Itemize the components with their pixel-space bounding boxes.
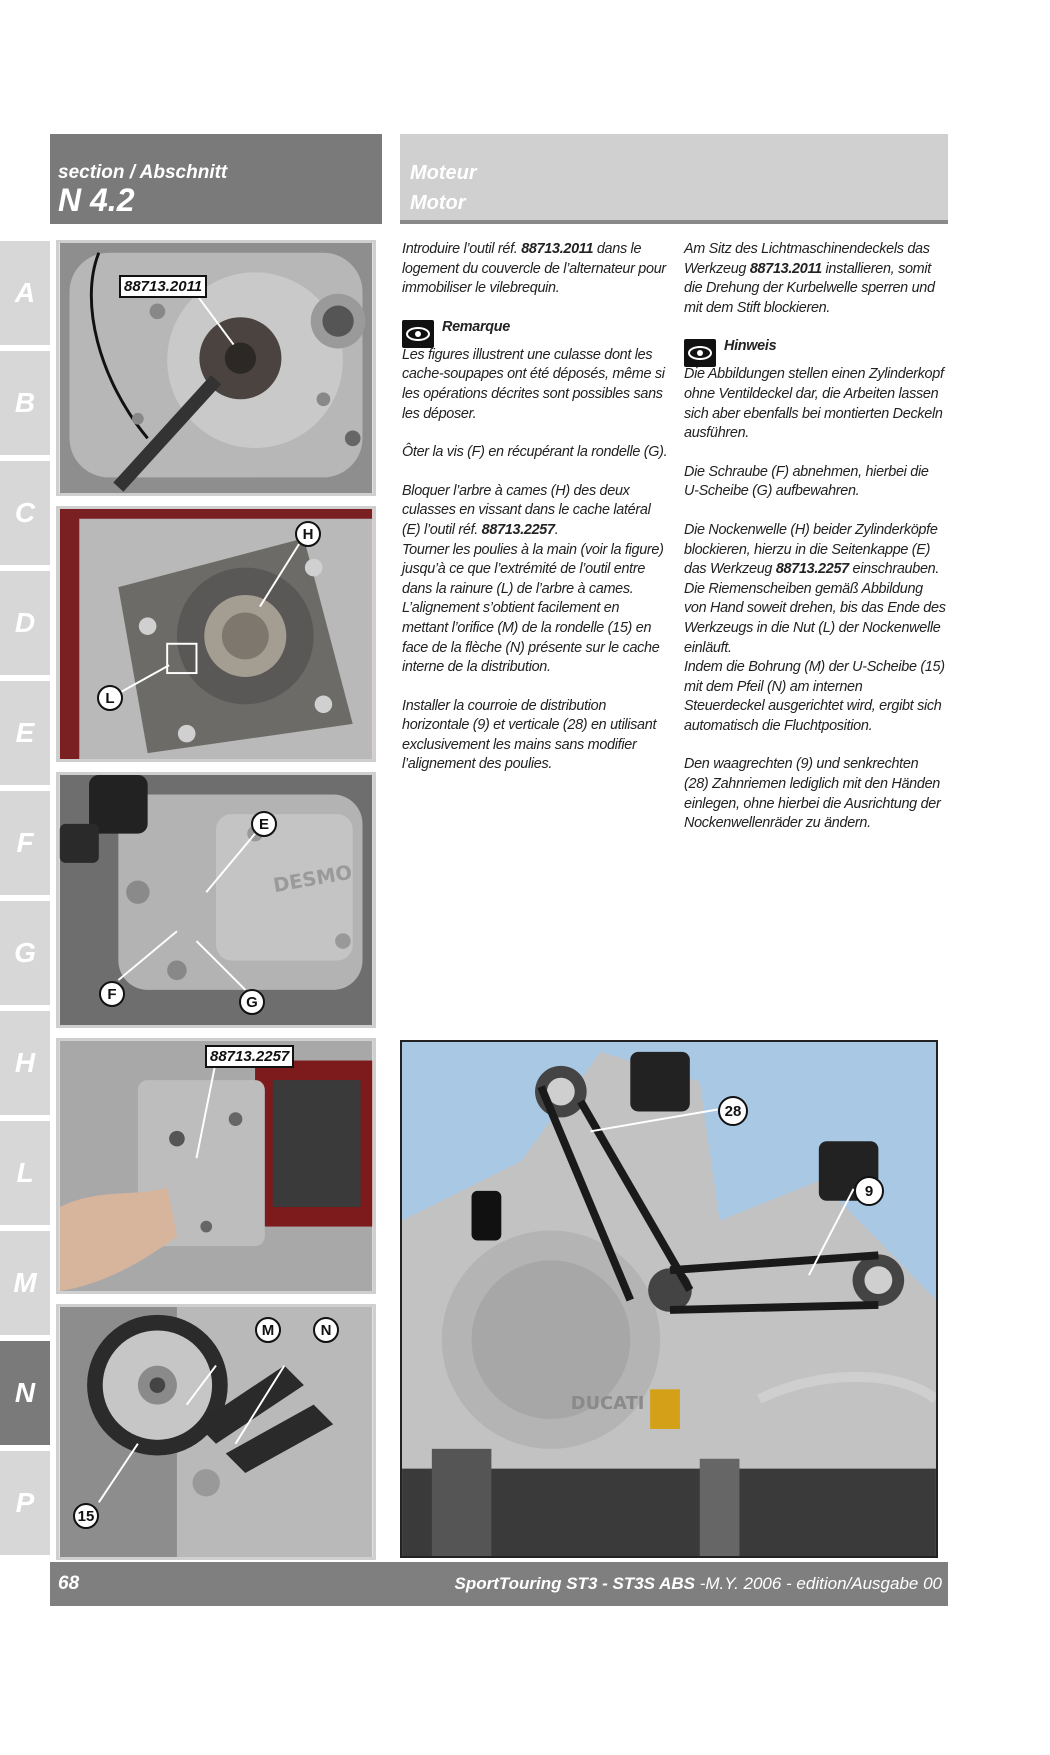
callout-m: M: [255, 1317, 281, 1343]
tab-g[interactable]: G: [0, 898, 50, 1005]
fr-para-3c: L’alignement s’obtient facilement en mettant l’orifice (M) de la rondelle (15) en face de la flèche (N) présente sur le cache interne de la distribution.: [402, 600, 660, 676]
section-number: N 4.2: [58, 182, 135, 218]
tab-n[interactable]: N: [0, 1338, 50, 1445]
tab-e[interactable]: E: [0, 678, 50, 785]
text-column-fr: [402, 240, 668, 794]
photo-side-cover: [56, 772, 376, 1028]
page-number: 68: [58, 1573, 80, 1594]
tool-ref-label: 88713.2011: [119, 275, 207, 298]
callout-l: L: [97, 685, 123, 711]
page-footer: [50, 1562, 948, 1606]
fr-note: [402, 318, 668, 348]
chapter-header: [400, 134, 948, 224]
photo-camshaft: [56, 506, 376, 762]
de-note-title: Hinweis: [724, 338, 777, 355]
footer-model: SportTouring ST3 - ST3S ABS: [454, 1574, 696, 1593]
photo-timing-belts: [400, 1040, 938, 1558]
ducati-engraving: DUCATI: [570, 1393, 645, 1415]
tab-h[interactable]: H: [0, 1008, 50, 1115]
tab-m[interactable]: M: [0, 1228, 50, 1335]
fr-note-text: Les figures illustrent une culasse dont les cache-soupapes ont été déposés, même si les opérations décrites sont possibles sans les déposer.: [402, 346, 665, 422]
fr-para-3: Bloquer l’arbre à cames (H) des deux culasses en vissant dans le cache latéral (E) l’outil réf. 88713.2257.: [402, 482, 651, 538]
footer-edition: -M.Y. 2006 - edition/Ausgabe 00: [695, 1574, 942, 1593]
tool-ref-label-2: 88713.2257: [205, 1045, 294, 1068]
callout-n: N: [313, 1317, 339, 1343]
photo-pulley-alignment: [56, 1304, 376, 1560]
callout-g: G: [239, 989, 265, 1015]
engine-illustration-2: [59, 509, 373, 759]
chapter-title-fr: Moteur: [410, 162, 477, 184]
tab-a[interactable]: A: [0, 238, 50, 345]
de-para-1: Am Sitz des Lichtmaschinendeckels das Werkzeug 88713.2011 installieren, somit die Drehung der Kurbelwelle sperren und mit dem Stift blockieren.: [684, 241, 935, 316]
text-column-de: [684, 240, 946, 853]
de-para-4: Den waagrechten (9) und senkrechten (28) Zahnriemen lediglich mit den Händen einlegen, ohne hierbei die Ausrichtung der Nockenwellenräder zu ändern.: [684, 756, 941, 832]
engine-illustration-main: [402, 1042, 936, 1556]
section-label: section / Abschnitt: [58, 162, 228, 183]
engine-illustration-5: [59, 1307, 373, 1557]
tab-f[interactable]: F: [0, 788, 50, 895]
tab-d[interactable]: D: [0, 568, 50, 675]
eye-icon: [684, 339, 716, 367]
fr-para-4: Installer la courroie de distribution horizontale (9) et verticale (28) en utilisant exclusivement les mains sans modifier l’alignement des poulies.: [402, 697, 657, 773]
de-para-3: Die Nockenwelle (H) beider Zylinderköpfe blockieren, hierzu in die Seitenkappe (E) das Werkzeug 88713.2257 einschrauben.: [684, 521, 940, 578]
callout-28: 28: [718, 1096, 748, 1126]
fr-note-title: Remarque: [442, 318, 510, 335]
footer-title: [454, 1574, 942, 1594]
callout-f: F: [99, 981, 125, 1007]
tab-c[interactable]: C: [0, 458, 50, 565]
de-para-3c: Indem die Bohrung (M) der U-Scheibe (15) mit dem Pfeil (N) am internen Steuerdeckel ausgerichtet wird, ergibt sich automatisch die Fluchtposition.: [684, 659, 945, 734]
de-para-3b: Die Riemenscheiben gemäß Abbildung von Hand soweit drehen, bis das Ende des Werkzeugs in die Nut (L) der Nockenwelle einläuft.: [684, 580, 946, 656]
fr-para-1: Introduire l’outil réf. 88713.2011 dans le logement du couvercle de l’alternateur pour immobiliser le vilebrequin.: [402, 241, 666, 297]
de-note: [684, 337, 946, 367]
de-para-2: Die Schraube (F) abnehmen, hierbei die U-Scheibe (G) aufbewahren.: [684, 463, 929, 500]
tab-b[interactable]: B: [0, 348, 50, 455]
callout-h: H: [295, 521, 321, 547]
engine-illustration-4: [59, 1041, 373, 1291]
tab-p[interactable]: P: [0, 1448, 50, 1555]
photo-tool-insertion: [56, 1038, 376, 1294]
photo-alternator-tool: [56, 240, 376, 496]
engine-illustration-1: [59, 243, 373, 493]
callout-e: E: [251, 811, 277, 837]
fr-para-2: Ôter la vis (F) en récupérant la rondelle (G).: [402, 444, 668, 461]
header-rule: [400, 220, 948, 224]
fr-para-3b: Tourner les poulies à la main (voir la figure) jusqu’à ce que l’extrémité de l’outil entre dans la rainure (L) de l’arbre à cames.: [402, 541, 664, 597]
eye-icon: [402, 320, 434, 348]
callout-15: 15: [73, 1503, 99, 1529]
callout-9: 9: [854, 1176, 884, 1206]
chapter-title-de: Motor: [410, 192, 466, 214]
tab-l[interactable]: L: [0, 1118, 50, 1225]
desmo-engraving: DESMO: [271, 860, 354, 898]
section-header: [50, 134, 383, 224]
de-note-text: Die Abbildungen stellen einen Zylinderkopf ohne Ventildeckel dar, die Arbeiten lassen sich aber ebenfalls bei montierten Deckeln ausführen.: [684, 366, 944, 442]
